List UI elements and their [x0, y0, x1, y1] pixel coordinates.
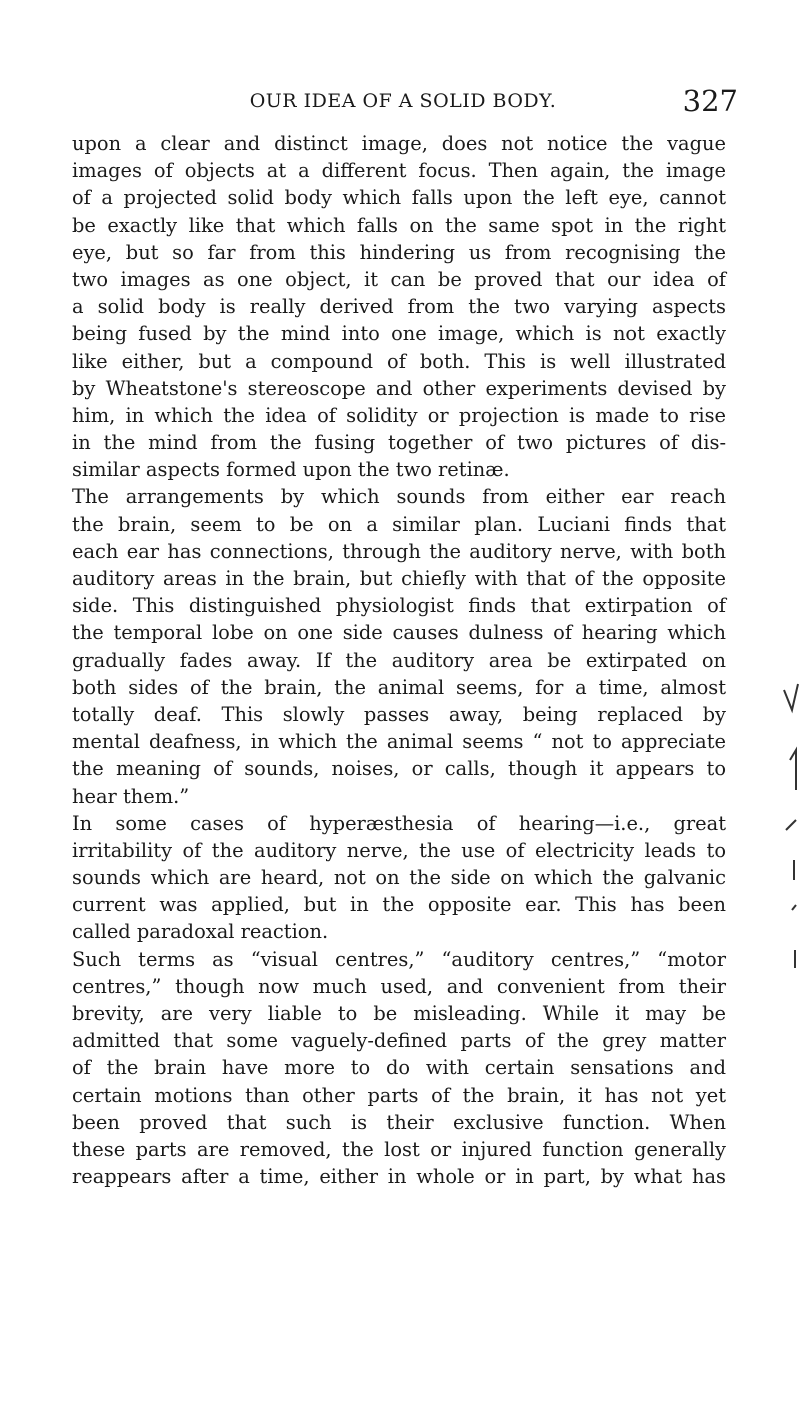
- text-line: the meaning of sounds, noises, or calls, though it appears to: [72, 757, 726, 781]
- text-line: called paradoxal reaction.: [72, 920, 329, 944]
- text-line: reappears after a time, either in whole or in part, by what has: [72, 1165, 726, 1189]
- text-line: the temporal lobe on one side causes dulness of hearing which: [72, 621, 726, 645]
- text-line: eye, but so far from this hindering us from recognising the: [72, 240, 726, 264]
- text-line: centres,” though now much used, and convenient from their: [72, 974, 726, 998]
- text-line: auditory areas in the brain, but chiefly with that of the opposite: [72, 567, 726, 590]
- text-line: of the brain have more to do with certain sensations and: [72, 1056, 726, 1080]
- text-line: Such terms as “visual centres,” “auditory centres,” “motor: [72, 947, 726, 971]
- page-number: 327: [682, 84, 738, 118]
- text-line: hear them.”: [72, 784, 190, 808]
- text-line: In some cases of hyperæsthesia of hearing—i.e., great: [72, 811, 726, 835]
- running-head: [68, 84, 738, 118]
- text-line: certain motions than other parts of the brain, it has not yet: [72, 1083, 726, 1107]
- body-text: [72, 130, 726, 1190]
- text-line: images of objects at a different focus. Then again, the image: [72, 159, 726, 183]
- text-line: each ear has connections, through the auditory nerve, with both: [72, 539, 726, 563]
- text-line: mental deafness, in which the animal seems “ not to appreciate: [72, 730, 726, 754]
- text-line: similar aspects formed upon the two retinæ.: [72, 458, 510, 482]
- text-line: admitted that some vaguely-defined parts of the grey matter: [72, 1029, 726, 1053]
- text-line: The arrangements by which sounds from either ear reach: [72, 485, 726, 509]
- text-line: been proved that such is their exclusive function. When: [72, 1110, 726, 1134]
- text-line: him, in which the idea of solidity or projection is made to rise: [72, 403, 726, 427]
- margin-bleed-marks: [782, 680, 800, 970]
- text-line: like either, but a compound of both. This is well illustrated: [72, 349, 726, 373]
- running-title: OUR IDEA OF A SOLID BODY.: [249, 90, 557, 112]
- text-line: of a projected solid body which falls upon the left eye, cannot: [72, 186, 726, 210]
- text-line: totally deaf. This slowly passes away, being replaced by: [72, 702, 726, 726]
- text-line: upon a clear and distinct image, does not notice the vague: [72, 132, 726, 155]
- text-line: being fused by the mind into one image, which is not exactly: [72, 322, 726, 346]
- text-line: in the mind from the fusing together of two pictures of dis-: [72, 431, 726, 455]
- text-line: both sides of the brain, the animal seems, for a time, almost: [72, 675, 726, 699]
- text-line: brevity, are very liable to be misleading. While it may be: [72, 1002, 726, 1025]
- text-line: gradually fades away. If the auditory area be extirpated on: [72, 648, 726, 672]
- text-line: side. This distinguished physiologist finds that extirpation of: [72, 594, 726, 618]
- text-line: these parts are removed, the lost or injured function generally: [72, 1137, 726, 1161]
- text-line: two images as one object, it can be proved that our idea of: [72, 267, 726, 291]
- text-line: by Wheatstone's stereoscope and other experiments devised by: [72, 376, 726, 400]
- text-line: the brain, seem to be on a similar plan. Luciani finds that: [72, 512, 726, 536]
- text-line: sounds which are heard, not on the side on which the galvanic: [72, 866, 726, 890]
- text-line: be exactly like that which falls on the same spot in the right: [72, 213, 726, 237]
- text-line: a solid body is really derived from the two varying aspects: [72, 295, 726, 319]
- text-line: irritability of the auditory nerve, the use of electricity leads to: [72, 838, 726, 862]
- text-line: current was applied, but in the opposite ear. This has been: [72, 893, 726, 917]
